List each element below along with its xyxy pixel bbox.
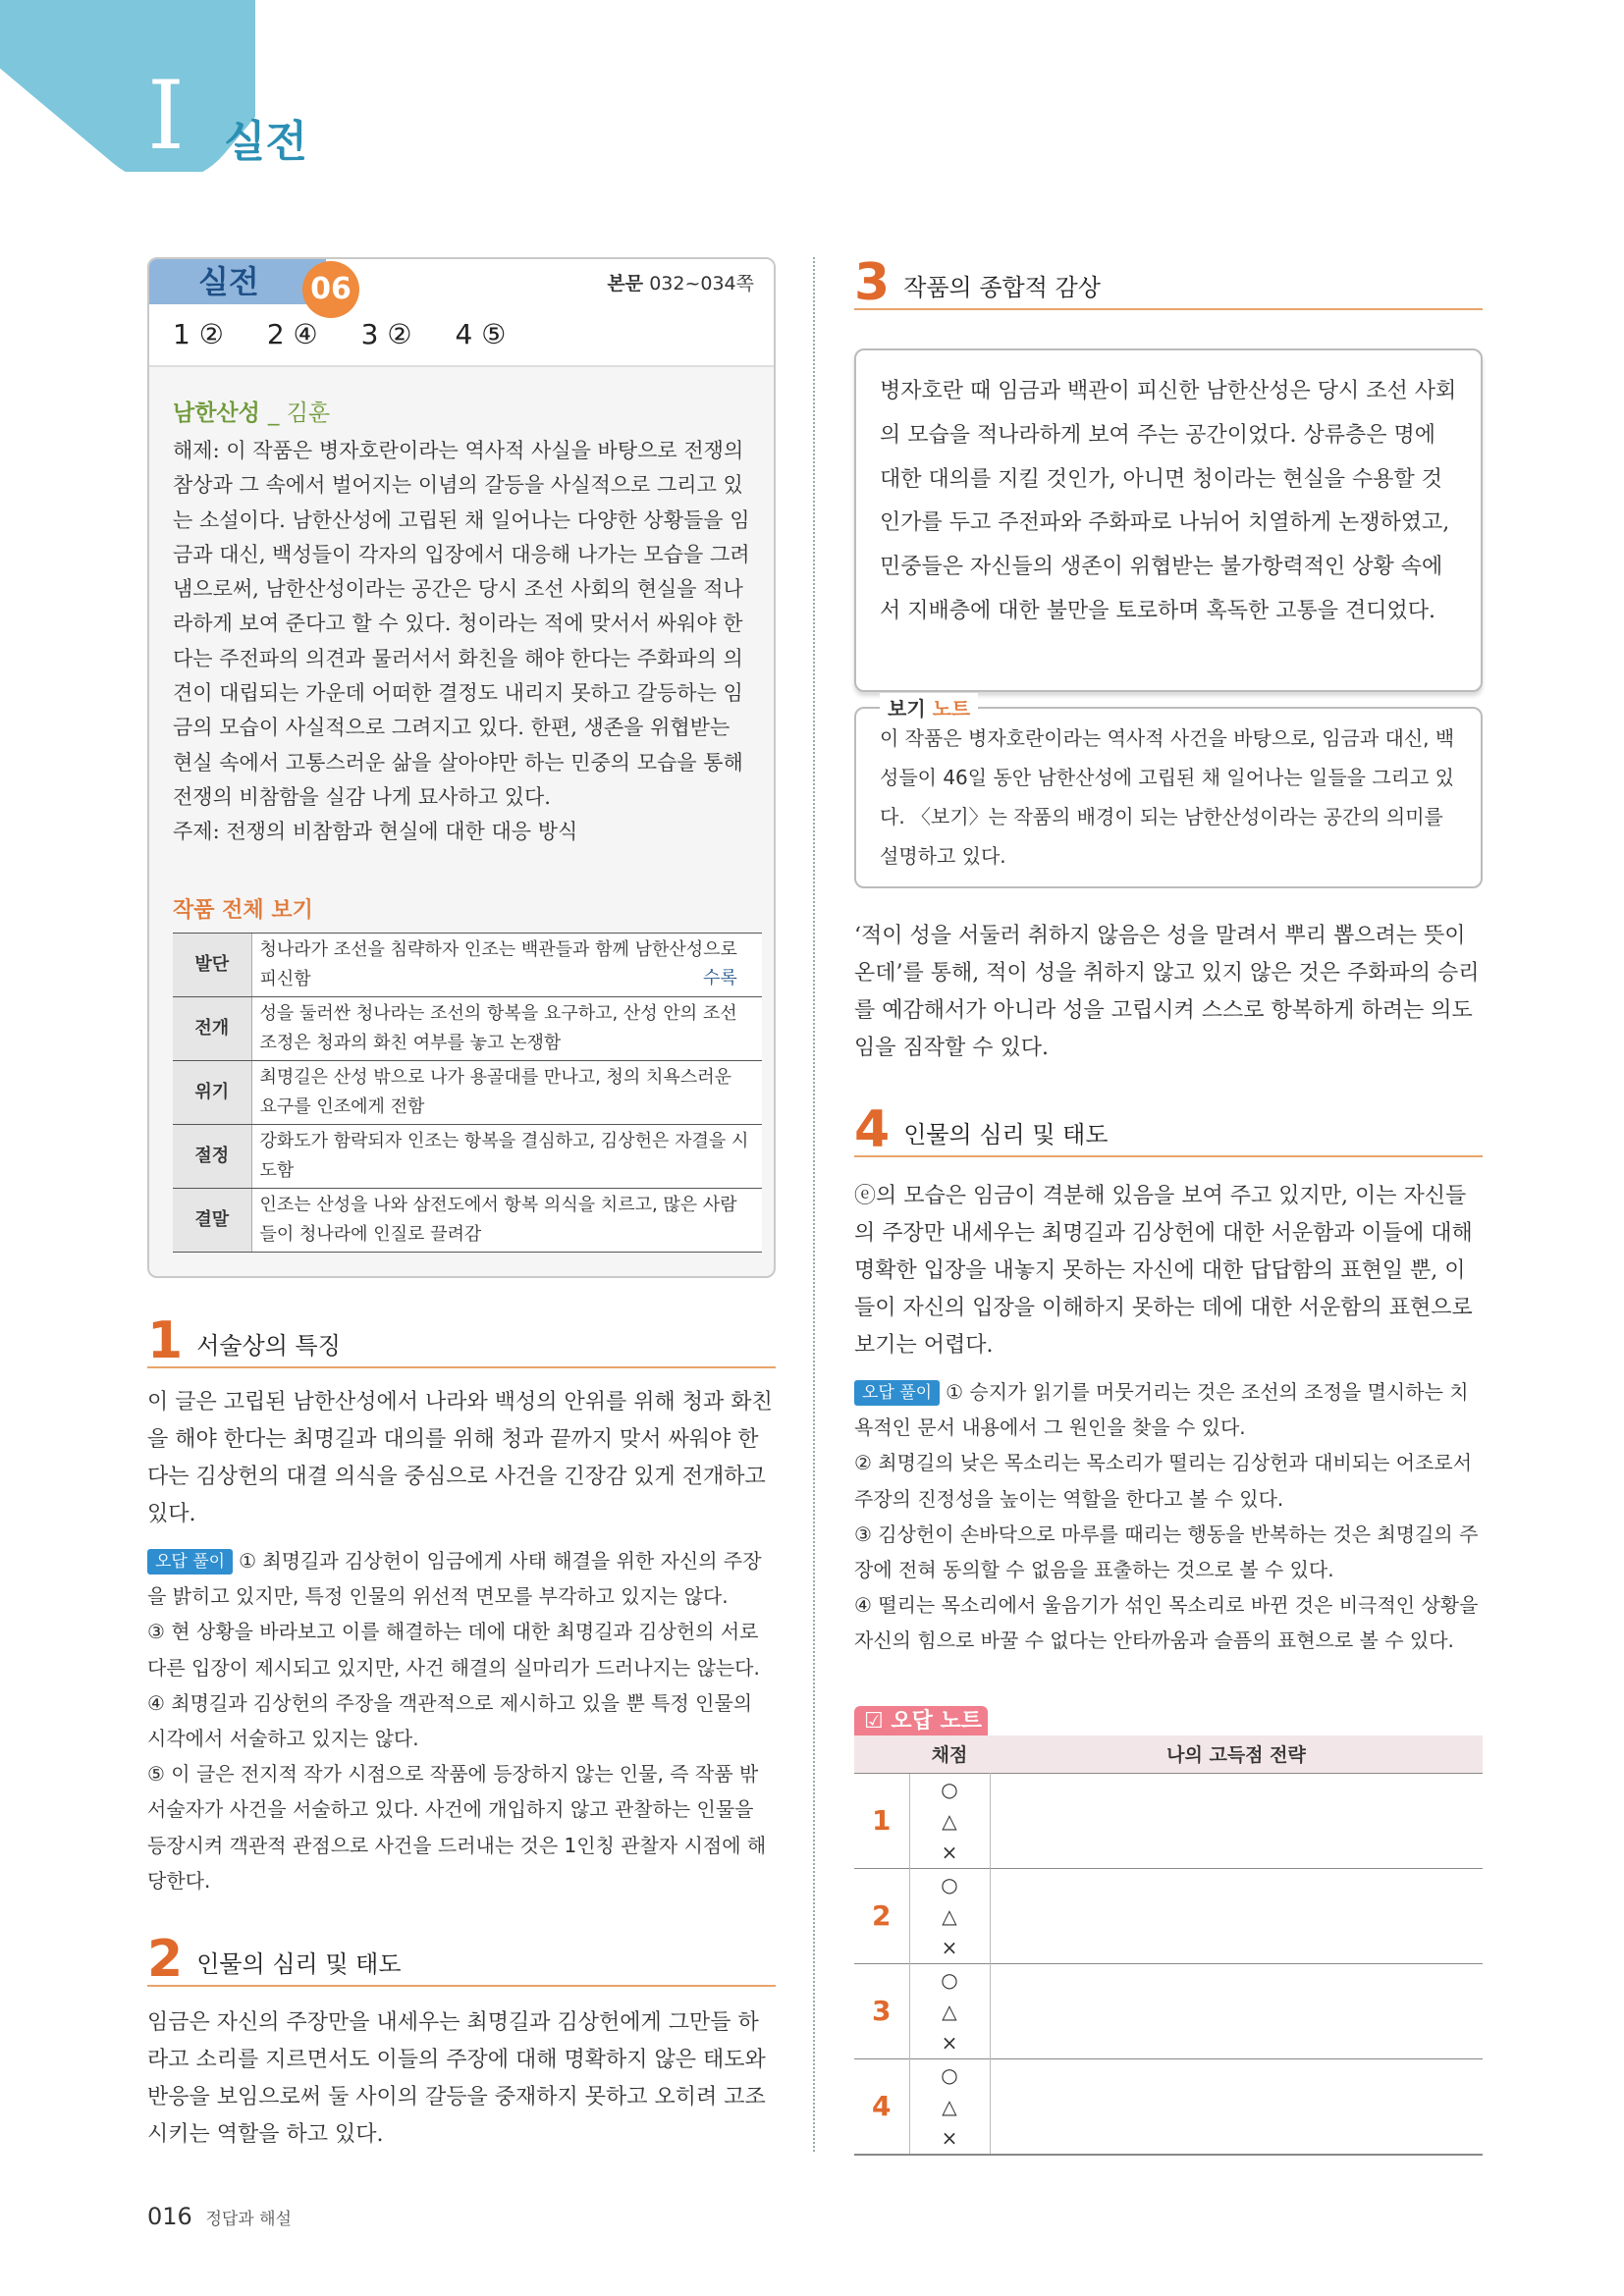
error-note-row: [854, 1963, 1483, 2058]
error-note-row: [854, 2058, 1483, 2155]
error-note-row: [854, 1773, 1483, 1868]
chapter-title: 실전: [224, 117, 308, 167]
circle-mark[interactable]: ○: [941, 1777, 958, 1801]
question-number: 3: [854, 1963, 909, 2058]
answer-key-list: [173, 318, 506, 350]
wrong-answer-note: ③ 김상헌이 손바닥으로 마루를 때리는 행동을 반복하는 것은 최명길의 주장에 전혀 동의할 수 없음을 표출하는 것으로 볼 수 있다.: [854, 1522, 1479, 1582]
plot-description: 청나라가 조선을 침략하자 인조는 백관들과 함께 남한산성으로 피신함: [251, 934, 762, 997]
score-column-header: 채점: [909, 1735, 990, 1773]
view-passage-text: 병자호란 때 임금과 백관이 피신한 남한산성은 당시 조선 사회의 모습을 적나라하게 보여 주는 공간이었다. 상류층은 명에 대한 대의를 지킬 것인가, 아니면 청이라는 현실을 수용할 것인가를 두고 주전파와 주화파로 나뉘어 치열하게 논쟁하였고, 민중들은 자신들의 생존이 위협받는 불가항력적인 상황 속에서 지배층에 대한 불만을 토로하며 혹독한 고통을 견디었다.: [880, 379, 1457, 623]
excerpt-marker: 수록: [703, 968, 737, 988]
section-title: 서술상의 특징: [196, 1332, 341, 1360]
score-marks[interactable]: [909, 2058, 990, 2155]
plot-stage: 위기: [173, 1061, 251, 1125]
strategy-column-header: 나의 고득점 전략: [990, 1735, 1483, 1773]
answer-key: 3 ②: [360, 318, 412, 350]
plot-description: 인조는 산성을 나와 삼전도에서 항복 의식을 치르고, 많은 사람들이 청나라에 인질로 끌려감: [251, 1189, 762, 1253]
strategy-cell[interactable]: [990, 1773, 1483, 1868]
section-3-heading: [854, 253, 1483, 312]
plot-row: [173, 1125, 762, 1189]
plot-stage: 발단: [173, 934, 251, 997]
answer-box: [147, 257, 776, 1278]
circle-mark[interactable]: ○: [941, 1872, 958, 1896]
circle-mark[interactable]: ○: [941, 1967, 958, 1992]
answer-key: 1 ②: [173, 318, 224, 350]
header-corner-decoration: [0, 0, 255, 172]
answer-key: 4 ⑤: [455, 318, 507, 350]
wrong-answer-note: 오답 풀이 ① 최명길과 김상헌이 임금에게 사태 해결을 위한 자신의 주장을 밝히고 있지만, 특정 인물의 위선적 면모를 부각하고 있지는 않다.: [147, 1549, 762, 1609]
score-marks[interactable]: [909, 1963, 990, 2058]
wrong-answer-note: ② 최명길의 낮은 목소리는 목소리가 떨리는 김상헌과 대비되는 어조로서 주장의 진정성을 높이는 역할을 한다고 볼 수 있다.: [854, 1451, 1473, 1511]
plot-row: [173, 934, 762, 997]
work-author: _ 김훈: [267, 400, 331, 426]
section-number: 4: [854, 1100, 891, 1159]
plot-row: [173, 1061, 762, 1125]
view-note-text: 이 작품은 병자호란이라는 역사적 사건을 바탕으로, 임금과 대신, 백성들이 46일 동안 남한산성에 고립된 채 일어나는 일들을 그리고 있다. 〈보기〉는 작품의 배경이 되는 남한산성이라는 공간의 의미를 설명하고 있다.: [880, 726, 1455, 868]
triangle-mark[interactable]: △: [942, 2094, 957, 2118]
page-reference: [607, 269, 754, 295]
wrong-answer-note: ④ 떨리는 목소리에서 울음기가 섞인 목소리로 바뀐 것은 비극적인 상황을 자신의 힘으로 바꿀 수 없다는 안타까움과 슬픔의 표현으로 볼 수 있다.: [854, 1593, 1479, 1653]
cross-mark[interactable]: ×: [941, 1840, 958, 1864]
section-number: 1: [147, 1311, 184, 1370]
answer-key: 2 ④: [266, 318, 318, 350]
plot-description: 성을 둘러싼 청나라는 조선의 항복을 요구하고, 산성 안의 조선 조정은 청과의 화친 여부를 놓고 논쟁함: [251, 997, 762, 1061]
answer-box-tab: 실전: [149, 259, 326, 304]
plot-table: [173, 933, 762, 1253]
plot-stage: 전개: [173, 997, 251, 1061]
section-title: 인물의 심리 및 태도: [196, 1950, 402, 1978]
chapter-roman-numeral: I: [147, 61, 185, 171]
page-reference-label: 본문: [607, 273, 644, 294]
question-number: 1: [854, 1773, 909, 1868]
plot-row: [173, 997, 762, 1061]
error-note-tab: ☑ 오답 노트: [854, 1706, 988, 1737]
plot-stage: 절정: [173, 1125, 251, 1189]
work-title-text: 남한산성: [173, 400, 260, 426]
footer-label: 정답과 해설: [205, 2210, 292, 2229]
wrong-answer-note: ⑤ 이 글은 전지적 작가 시점으로 작품에 등장하지 않는 인물, 즉 작품 밖 서술자가 사건을 서술하고 있다. 사건에 개입하지 않고 관찰하는 인물을 등장시켜 객관적 관점으로 사건을 드러내는 것은 1인칭 관찰자 시점에 해당한다.: [147, 1762, 767, 1893]
section-4-body: ⓔ의 모습은 임금이 격분해 있음을 보여 주고 있지만, 이는 자신들의 주장만 내세우는 최명길과 김상헌에 대한 서운함과 이들에 대해 명확한 입장을 내놓지 못하는 자신에 대한 답답함의 표현일 뿐, 이들이 자신의 입장을 이해하지 못하는 데에 대한 서운함의 표현으로 보기는 어렵다.: [854, 1184, 1473, 1358]
set-number-badge: 06: [302, 261, 359, 318]
section-1-wrong-answer-notes: [147, 1543, 776, 1898]
section-1-heading: [147, 1311, 776, 1370]
wrong-answer-tag: 오답 풀이: [854, 1380, 940, 1406]
commentary-block: [173, 434, 756, 850]
section-4-heading: [854, 1100, 1483, 1159]
section-number: 2: [147, 1930, 184, 1989]
wrong-answer-note: ③ 현 상황을 바라보고 이를 해결하는 데에 대한 최명길과 김상헌의 서로 다른 입장이 제시되고 있지만, 사건 해결의 실마리가 드러나지는 않는다.: [147, 1620, 760, 1680]
error-note-table: [854, 1735, 1483, 2156]
theme-text: 주제: 전쟁의 비참함과 현실에 대한 대응 방식: [173, 820, 578, 844]
strategy-cell[interactable]: [990, 1868, 1483, 1963]
view-passage-box: [854, 348, 1483, 692]
commentary-text: 해제: 이 작품은 병자호란이라는 역사적 사실을 바탕으로 전쟁의 참상과 그 속에서 벌어지는 이념의 갈등을 사실적으로 그리고 있는 소설이다. 남한산성에 고립된 채 일어나는 다양한 상황들을 임금과 대신, 백성들이 각자의 입장에서 대응해 나가는 모습을 그려 냄으로써, 남한산성이라는 공간은 당시 조선 사회의 현실을 적나라하게 보여 준다고 할 수 있다. 청이라는 적에 맞서서 싸워야 한다는 주전파의 의견과 물러서서 화친을 해야 한다는 주화파의 의견이 대립되는 가운데 어떠한 결정도 내리지 못하고 갈등하는 임금의 모습이 사실적으로 그려지고 있다. 한편, 생존을 위협받는 현실 속에서 고통스러운 삶을 살아야만 하는 민중의 모습을 통해 전쟁의 비참함을 실감 나게 묘사하고 있다.: [173, 439, 750, 809]
circle-mark[interactable]: ○: [941, 2062, 958, 2087]
section-3-body: ‘적이 성을 서둘러 취하지 않음은 성을 말려서 뿌리 뽑으려는 뜻이온데’를 통해, 적이 성을 취하지 않고 있지 않은 것은 주화파의 승리를 예감해서가 아니라 성을 고립시켜 스스로 항복하게 하려는 의도임을 짐작할 수 있다.: [854, 924, 1480, 1060]
section-1-body: 이 글은 고립된 남한산성에서 나라와 백성의 안위를 위해 청과 화친을 해야 한다는 최명길과 대의를 위해 청과 끝까지 맞서 싸워야 한다는 김상헌의 대결 의식을 중심으로 사건을 긴장감 있게 전개하고 있다.: [147, 1390, 773, 1526]
cross-mark[interactable]: ×: [941, 2030, 958, 2055]
strategy-cell[interactable]: [990, 1963, 1483, 2058]
plot-description: 최명길은 산성 밖으로 나가 용골대를 만나고, 청의 치욕스러운 요구를 인조에게 전함: [251, 1061, 762, 1125]
error-note-row: [854, 1868, 1483, 1963]
triangle-mark[interactable]: △: [942, 1999, 957, 2023]
cross-mark[interactable]: ×: [941, 2125, 958, 2150]
strategy-cell[interactable]: [990, 2058, 1483, 2155]
column-divider: [813, 257, 815, 2152]
plot-stage: 결말: [173, 1189, 251, 1253]
triangle-mark[interactable]: △: [942, 1808, 957, 1833]
score-marks[interactable]: [909, 1868, 990, 1963]
triangle-mark[interactable]: △: [942, 1903, 957, 1928]
plot-overview-heading: 작품 전체 보기: [173, 898, 313, 923]
error-note-corner: [854, 1735, 909, 1773]
section-title: 작품의 종합적 감상: [903, 274, 1101, 301]
plot-description: 강화도가 함락되자 인조는 항복을 결심하고, 김상헌은 자결을 시도함: [251, 1125, 762, 1189]
wrong-answer-note: ④ 최명길과 김상헌의 주장을 객관적으로 제시하고 있을 뿐 특정 인물의 시각에서 서술하고 있지는 않다.: [147, 1690, 753, 1751]
wrong-answer-note: 오답 풀이 ① 승지가 읽기를 머뭇거리는 것은 조선의 조정을 멸시하는 치욕적인 문서 내용에서 그 원인을 찾을 수 있다.: [854, 1380, 1469, 1440]
answer-box-header: [149, 259, 774, 367]
section-2-heading: [147, 1930, 776, 1989]
cross-mark[interactable]: ×: [941, 1935, 958, 1959]
page-footer: [147, 2203, 292, 2230]
section-number: 3: [854, 253, 891, 312]
section-4-wrong-answer-notes: [854, 1374, 1483, 1659]
plot-row: [173, 1189, 762, 1253]
work-title: [173, 395, 330, 427]
score-marks[interactable]: [909, 1773, 990, 1868]
page-reference-range: 032~034쪽: [649, 273, 754, 294]
section-title: 인물의 심리 및 태도: [903, 1121, 1109, 1148]
wrong-answer-tag: 오답 풀이: [147, 1549, 233, 1575]
section-2-body: 임금은 자신의 주장만을 내세우는 최명길과 김상헌에게 그만들 하라고 소리를 지르면서도 이들의 주장에 대해 명확하지 않은 태도와 반응을 보임으로써 둘 사이의 갈등을 중재하지 못하고 오히려 고조시키는 역할을 하고 있다.: [147, 2010, 766, 2147]
page-number: 016: [147, 2203, 192, 2230]
view-note-box: [854, 697, 1483, 888]
question-number: 4: [854, 2058, 909, 2155]
question-number: 2: [854, 1868, 909, 1963]
view-note-title: 보기 노트: [880, 693, 978, 721]
